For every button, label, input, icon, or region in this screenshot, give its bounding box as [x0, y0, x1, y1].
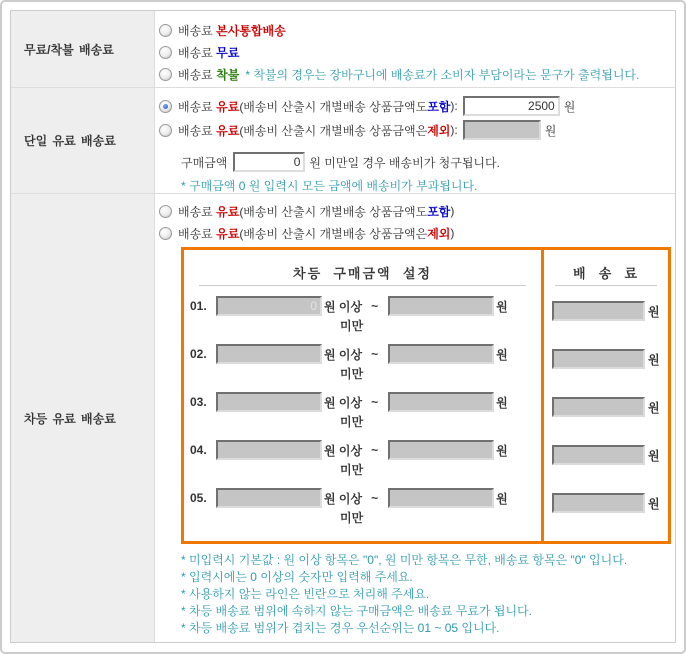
- option-tier-exclude: [159, 222, 675, 244]
- option-desc-close: ): [450, 204, 455, 218]
- option-desc: (배송비 산출시 개별배송 상품금액도: [239, 99, 428, 114]
- cod-inline-note: * 착불의 경우는 장바구니에 배송료가 소비자 부담이라는 문구가 출력됩니다.: [245, 67, 640, 82]
- option-prefix: 배송료: [178, 99, 213, 114]
- option-single-include: [159, 94, 675, 118]
- footnote: * 차등 배송료 범위에 속하지 않는 구매금액은 배송료 무료가 됩니다.: [181, 604, 532, 618]
- tier-row-01-fee-input: [552, 301, 645, 321]
- tier-amount-header: 차등 구매금액 설정: [293, 266, 432, 281]
- footnote: * 미입력시 기본값 : 원 이상 항목은 "0", 원 미만 항목은 무한, 배송료 항목은 "0" 입니다.: [181, 553, 628, 567]
- tier-row-02-max-input: [388, 344, 494, 364]
- tier-row-05-min-input: [216, 488, 322, 508]
- single-fee-include-input[interactable]: [463, 96, 560, 116]
- tier-row-05: [190, 487, 541, 535]
- label-won-isang: 원 이상: [324, 347, 363, 362]
- option-cod-shipping: [159, 63, 675, 85]
- tier-fee-row-02: [552, 349, 668, 397]
- section-free-cod: [11, 11, 675, 88]
- label-won: 원: [496, 443, 508, 458]
- option-keyword-paid: 유료: [216, 99, 240, 114]
- option-hq-shipping: [159, 19, 675, 41]
- option-free-shipping: [159, 41, 675, 63]
- option-desc-close: ):: [450, 123, 458, 137]
- purchase-amount-label: 구매금액: [181, 155, 228, 170]
- option-desc-close: ): [450, 226, 455, 240]
- tier-row-05-max-input: [388, 488, 494, 508]
- label-miman: 미만: [340, 415, 364, 429]
- footnote: * 사용하지 않는 라인은 빈란으로 처리해 주세요.: [181, 587, 430, 601]
- option-single-exclude: [159, 118, 675, 142]
- purchase-amount-input[interactable]: [233, 152, 305, 172]
- option-desc: (배송비 산출시 개별배송 상품금액은: [239, 123, 428, 138]
- option-prefix: 배송료: [178, 226, 213, 241]
- option-prefix: 배송료: [178, 67, 213, 82]
- tier-row-number: 03.: [190, 395, 207, 409]
- tier-fee-row-01: [552, 301, 668, 349]
- tier-amount-panel: [184, 250, 541, 541]
- tier-fee-row-04: [552, 445, 668, 493]
- option-keyword-paid: 유료: [216, 123, 240, 138]
- radio-free-shipping[interactable]: [159, 46, 172, 59]
- purchase-threshold-line: [181, 151, 675, 173]
- label-won: 원: [496, 395, 508, 410]
- label-won: 원: [648, 305, 660, 319]
- label-tilde: ~: [371, 395, 379, 409]
- option-desc: (배송비 산출시 개별배송 상품금액은: [239, 226, 428, 241]
- tier-row-02: [190, 343, 541, 391]
- tier-fee-panel: [541, 250, 668, 541]
- label-won: 원: [648, 401, 660, 415]
- option-prefix: 배송료: [178, 45, 213, 60]
- footnote: * 차등 배송료 범위가 겹치는 경우 우선순위는 01 ~ 05 입니다.: [181, 621, 500, 635]
- label-miman: 미만: [340, 463, 364, 477]
- tier-row-01-max-input: [388, 296, 494, 316]
- tier-fee-row-05: [552, 493, 668, 541]
- option-keyword-exclude: 제외: [427, 123, 451, 138]
- label-tilde: ~: [371, 299, 379, 313]
- label-miman: 미만: [340, 367, 364, 381]
- tier-row-05-fee-input: [552, 493, 645, 513]
- option-keyword-cod: 착불: [216, 67, 240, 82]
- tier-fee-header: 배 송 료: [572, 266, 640, 281]
- tier-row-02-min-input: [216, 344, 322, 364]
- radio-tier-paid-exclude[interactable]: [159, 227, 172, 240]
- option-keyword-include: 포함: [427, 99, 451, 114]
- tier-row-01: [190, 295, 541, 343]
- label-won: 원: [648, 449, 660, 463]
- tier-row-04: [190, 439, 541, 487]
- tier-row-04-min-input: [216, 440, 322, 460]
- tier-row-number: 04.: [190, 443, 207, 457]
- section-single-paid-content: [155, 88, 675, 193]
- option-keyword-free: 무료: [216, 45, 240, 60]
- section-label-single-paid: 단일 유료 배송료: [11, 88, 155, 193]
- tier-row-04-max-input: [388, 440, 494, 460]
- tier-fee-rows: [544, 286, 668, 541]
- section-label-tiered-paid: 차등 유료 배송료: [11, 194, 155, 642]
- radio-tier-paid-include[interactable]: [159, 205, 172, 218]
- section-tiered-paid-content: [155, 194, 675, 642]
- section-single-paid: [11, 88, 675, 194]
- label-won-isang: 원 이상: [324, 395, 363, 410]
- footnote: * 입력시에는 0 이상의 숫자만 입력해 주세요.: [181, 570, 413, 584]
- label-won-isang: 원 이상: [324, 443, 363, 458]
- radio-cod-shipping[interactable]: [159, 68, 172, 81]
- settings-table: [10, 10, 676, 643]
- section-free-cod-content: [155, 11, 675, 87]
- option-tier-include: [159, 200, 675, 222]
- tier-row-04-fee-input: [552, 445, 645, 465]
- label-won: 원: [496, 491, 508, 506]
- tier-row-03: [190, 391, 541, 439]
- tier-amount-rows: [184, 286, 541, 539]
- option-keyword-include: 포함: [427, 204, 451, 219]
- unit-won: 원: [544, 123, 557, 138]
- unit-won: 원: [563, 99, 576, 114]
- tier-row-02-fee-input: [552, 349, 645, 369]
- label-won: 원: [496, 299, 508, 314]
- label-won: 원: [648, 353, 660, 367]
- label-miman: 미만: [340, 319, 364, 333]
- single-fee-exclude-input: [463, 120, 541, 140]
- radio-single-paid-include[interactable]: [159, 100, 172, 113]
- radio-hq-shipping[interactable]: [159, 24, 172, 37]
- section-label-free-cod: 무료/착불 배송료: [11, 11, 155, 87]
- label-miman: 미만: [340, 511, 364, 525]
- tier-table: [181, 247, 671, 544]
- option-desc-close: ):: [450, 99, 458, 113]
- option-prefix: 배송료: [178, 23, 213, 38]
- option-keyword-exclude: 제외: [427, 226, 451, 241]
- label-tilde: ~: [371, 491, 379, 505]
- purchase-note: * 구매금액 0 원 입력시 모든 금액에 배송비가 부과됩니다.: [181, 179, 478, 193]
- tier-row-03-min-input: [216, 392, 322, 412]
- option-keyword-paid: 유료: [216, 204, 240, 219]
- tier-row-number: 01.: [190, 299, 207, 313]
- label-tilde: ~: [371, 347, 379, 361]
- option-keyword-hq: 본사통합배송: [216, 23, 286, 38]
- tier-row-03-max-input: [388, 392, 494, 412]
- tier-row-number: 02.: [190, 347, 207, 361]
- label-won-isang: 원 이상: [324, 299, 363, 314]
- option-desc: (배송비 산출시 개별배송 상품금액도: [239, 204, 428, 219]
- option-keyword-paid: 유료: [216, 226, 240, 241]
- section-tiered-paid: [11, 194, 675, 642]
- option-prefix: 배송료: [178, 204, 213, 219]
- label-won: 원: [496, 347, 508, 362]
- tier-footnotes: [181, 552, 675, 637]
- tier-row-01-min-input: [216, 296, 322, 316]
- label-won: 원: [648, 497, 660, 511]
- tier-row-03-fee-input: [552, 397, 645, 417]
- option-prefix: 배송료: [178, 123, 213, 138]
- label-tilde: ~: [371, 443, 379, 457]
- label-won-isang: 원 이상: [324, 491, 363, 506]
- tier-row-number: 05.: [190, 491, 207, 505]
- purchase-threshold-suffix: 원 미만일 경우 배송비가 청구됩니다.: [309, 155, 500, 170]
- radio-single-paid-exclude[interactable]: [159, 124, 172, 137]
- tier-fee-row-03: [552, 397, 668, 445]
